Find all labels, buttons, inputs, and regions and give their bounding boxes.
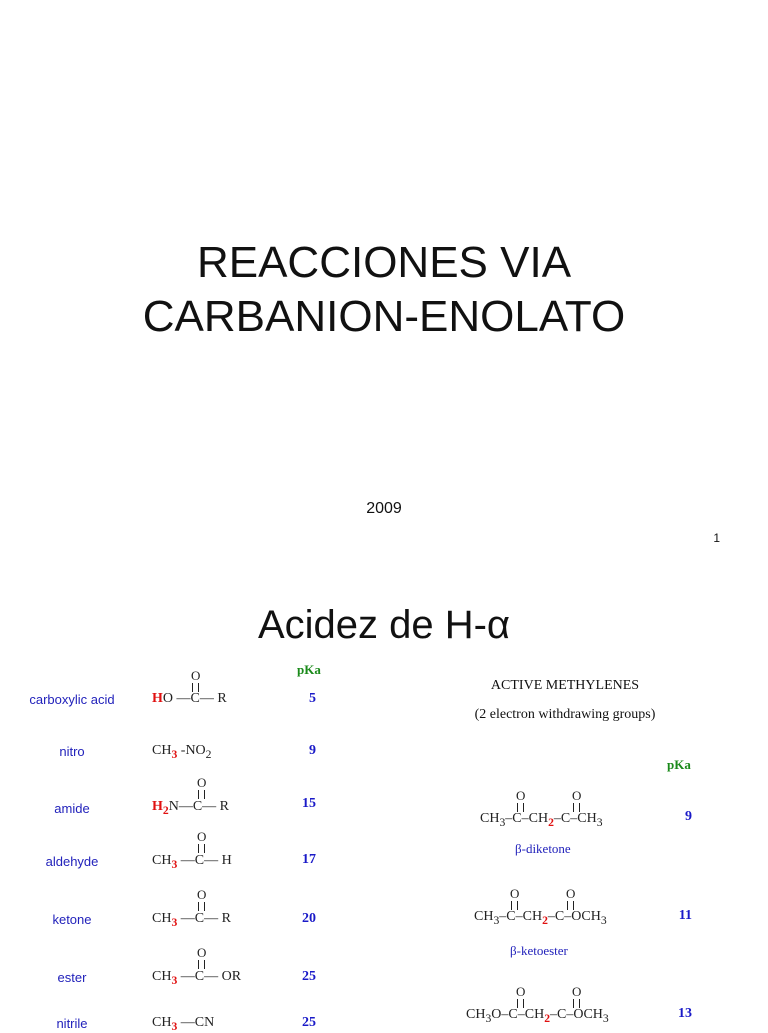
pka-ketone: 20 [302, 911, 316, 926]
pka-amide: 15 [302, 796, 316, 811]
formula-nitrile: $CH_3$ —CN [152, 1015, 215, 1033]
pka-header-left: pKa [297, 662, 321, 677]
formula-ketone: $CH_3$ —C— R [152, 911, 231, 929]
formula-beta-ketoester: $CH_3-C-CH_2-C-OCH_3$ [474, 909, 607, 927]
carbonyl-oxygen: O [572, 788, 582, 803]
pka-malonate: 13 [678, 1006, 692, 1021]
pka-carboxylic-acid: 5 [309, 691, 316, 706]
title-line-2: CARBANION-ENOLATO [142, 292, 626, 341]
carbonyl-oxygen: O [566, 886, 576, 901]
active-methylenes-title: ACTIVE METHYLENES [490, 678, 640, 693]
pka-beta-diketone: 9 [685, 809, 692, 824]
carbonyl-oxygen: O [191, 668, 201, 683]
formula-beta-diketone: $CH_3-C-CH_2-C-CH_3$ [480, 811, 603, 829]
class-label-nitro: nitro [59, 744, 85, 759]
class-label-carboxylic-acid: carboxylic acid [29, 692, 115, 707]
formula-amide: $H_2N—C—$ R [152, 799, 230, 817]
carbonyl-oxygen: O [516, 984, 526, 999]
active-methylenes-subtitle: (2 electron withdrawing groups) [474, 707, 656, 722]
pka-ester: 25 [302, 969, 316, 984]
formula-carboxylic-acid: HO —C— R [152, 691, 227, 706]
carbonyl-oxygen: O [572, 984, 582, 999]
double-bond [198, 844, 205, 853]
double-bond [198, 960, 205, 969]
label-beta-ketoester: β-ketoester [510, 943, 568, 958]
title-line-1: REACCIONES VIA [196, 238, 572, 287]
double-bond [198, 790, 205, 799]
formula-malonate: $CH_3O-C-CH_2-C-OCH_3$ [466, 1007, 609, 1025]
carbonyl-oxygen: O [197, 775, 207, 790]
formula-nitro: $CH_3$ $-NO_2$ [152, 743, 212, 761]
formula-aldehyde: $CH_3$ —C— H [152, 853, 232, 871]
carbonyl-oxygen: O [197, 829, 207, 844]
slide-title: Acidez de H-α [257, 603, 511, 647]
pka-nitrile: 25 [302, 1015, 316, 1030]
year-label: 2009 [366, 500, 402, 517]
formula-ester: $CH_3$ —C— OR [152, 969, 242, 987]
pka-nitro: 9 [309, 743, 316, 758]
pka-header-right: pKa [667, 757, 691, 772]
acidity-slide [0, 570, 768, 1033]
class-label-nitrile: nitrile [56, 1016, 88, 1031]
class-label-ketone: ketone [52, 912, 92, 927]
carbonyl-oxygen: O [510, 886, 520, 901]
double-bond [198, 902, 205, 911]
label-beta-diketone: β-diketone [515, 841, 571, 856]
pka-beta-ketoester: 11 [678, 908, 692, 923]
class-label-ester: ester [57, 970, 87, 985]
carbonyl-oxygen: O [197, 887, 207, 902]
class-label-amide: amide [54, 801, 90, 816]
class-label-aldehyde: aldehyde [45, 854, 99, 869]
carbonyl-oxygen: O [516, 788, 526, 803]
carbonyl-oxygen: O [197, 945, 207, 960]
pka-aldehyde: 17 [302, 852, 316, 867]
page-number: 1 [713, 531, 720, 545]
